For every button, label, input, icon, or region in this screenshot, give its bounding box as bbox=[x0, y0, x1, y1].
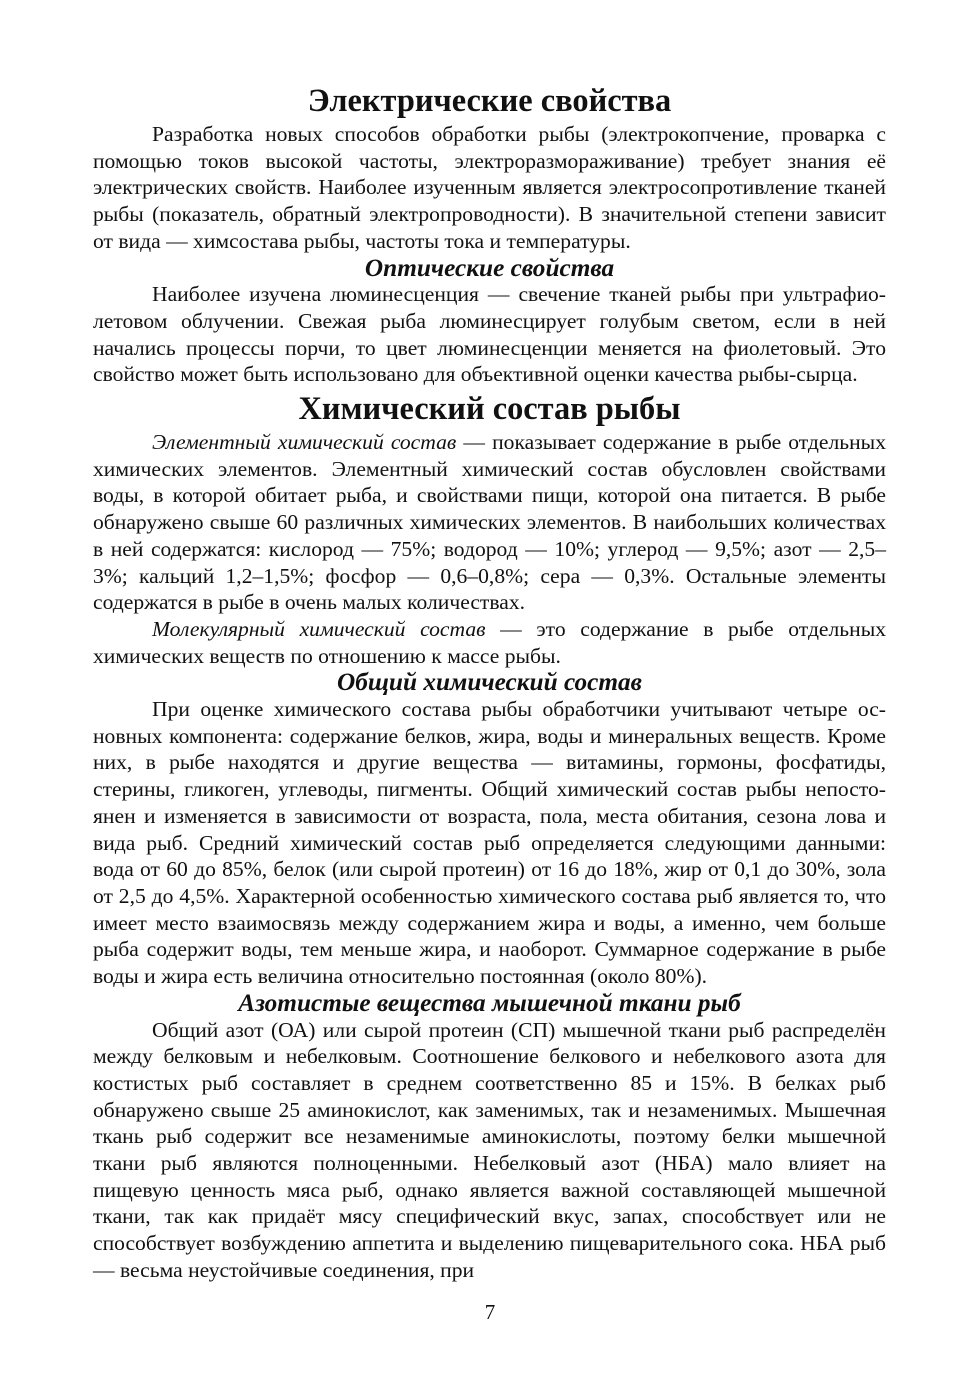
heading-general-composition: Общий химический состав bbox=[337, 668, 642, 697]
paragraph-electrical: Разработка новых способов обработки рыбы (электрокопчение, проварка с помощью токов высокой частоты, электроразмораживание) требует знания её электрических свойств. Наиболее изученным является электросопротивление тканей рыбы (показатель, обратный электропроводности). В значительной степени зависит от вида — химсостава рыбы, частоты тока и температуры. bbox=[93, 122, 886, 253]
paragraph-general-composition: При оценке химического состава рыбы обработчики учитывают четыре основных компонента: содержание белков, жира, воды и минеральных веществ. Кроме них, в рыбе находятся и другие вещества — витамины, гормоны, фосфатиды, стерины, гликоген, углеводы, пигменты. Общий химический состав рыбы непостоянен и изменяется в зависимости от возраста, пола, места обитания, сезона лова и вида рыб. Средний химический состав рыб определяется следующими данными: вода от 60 до 85%, белок (или сырой протеин) от 16 до 18%, жир от 0,1 до 30%, зола от 2,5 до 4,5%. Характерной особенностью химического состава рыб является то, что имеет место взаимосвязь между содержанием жира и воды, а именно, чем больше рыба содержит воды, тем меньше жира, и наоборот. Суммарное содержание в рыбе воды и жира есть величина относительно постоянная (около 80%). bbox=[93, 697, 886, 989]
page-number: 7 bbox=[484, 1300, 496, 1324]
heading-electrical-properties: Электрические свойства bbox=[307, 83, 672, 119]
text-elemental-composition: — показывает содержание в рыбе отдельных химических элементов. Элементный химический состав обусловлен свойствами воды, в которой обитает рыба, и свойствами пищи, которой она питается. В рыбе обнаружено свыше 60 различных химических элементов. В наибольших количествах в ней содержатся: кислород — 75%; водород — 10%; углерод — 9,5%; азот — 2,5–3%; кальций 1,2–1,5%; фосфор — 0,6–0,8%; сера — 0,3%. Остальные элементы содержатся в рыбе в очень малых количествах. bbox=[93, 430, 886, 615]
paragraph-molecular-composition bbox=[93, 616, 886, 669]
paragraph-nitrogen-substances: Общий азот (ОА) или сырой протеин (СП) мышечной ткани рыб распределён между белковым и небелковым. Соотношение белкового и небелкового азота для костистых рыб составляет в среднем соответственно 85 и 15%. В белках рыб обнаружено свыше 25 аминокислот, как заменимых, так и незаменимых. Мышечная ткань рыб содержит все незаменимые аминокислоты, поэтому белки мышечной ткани рыб являются полноценными. Небелковый азот (НБА) мало влияет на пищевую ценность мяса рыб, однако является важной составляющей мышечной ткани, так как придаёт мясу специфический вкус, запах, способствует или не способствует возбуждению аппетита и выделению пищеварительного сока. НБА рыб — весьма неустойчивые соединения, при bbox=[93, 1017, 886, 1282]
text-molecular-composition: — это содержание в рыбе отдельных химических веществ по отношению к массе рыбы. bbox=[93, 616, 887, 668]
page-content bbox=[93, 83, 887, 1284]
heading-nitrogen-substances: Азотистые вещества мышечной ткани рыб bbox=[238, 988, 741, 1017]
heading-optical-properties: Оптические свойства bbox=[364, 253, 615, 282]
term-molecular-composition: Молекулярный химический состав bbox=[152, 616, 486, 641]
heading-chemical-composition: Химический состав рыбы bbox=[298, 391, 681, 428]
term-elemental-composition: Элементный химический состав bbox=[152, 430, 457, 455]
paragraph-elemental-composition bbox=[93, 429, 886, 616]
paragraph-optical: Наиболее изучена люминесценция — свечение тканей рыбы при ультрафиолетовом облучении. Свежая рыба люминесцирует голубым светом, если в ней начались процессы порчи, то цвет люминесценции меняется на фиолетовый. Это свойство может быть использовано для объективной оценки качества рыбы-сырца. bbox=[93, 282, 886, 387]
